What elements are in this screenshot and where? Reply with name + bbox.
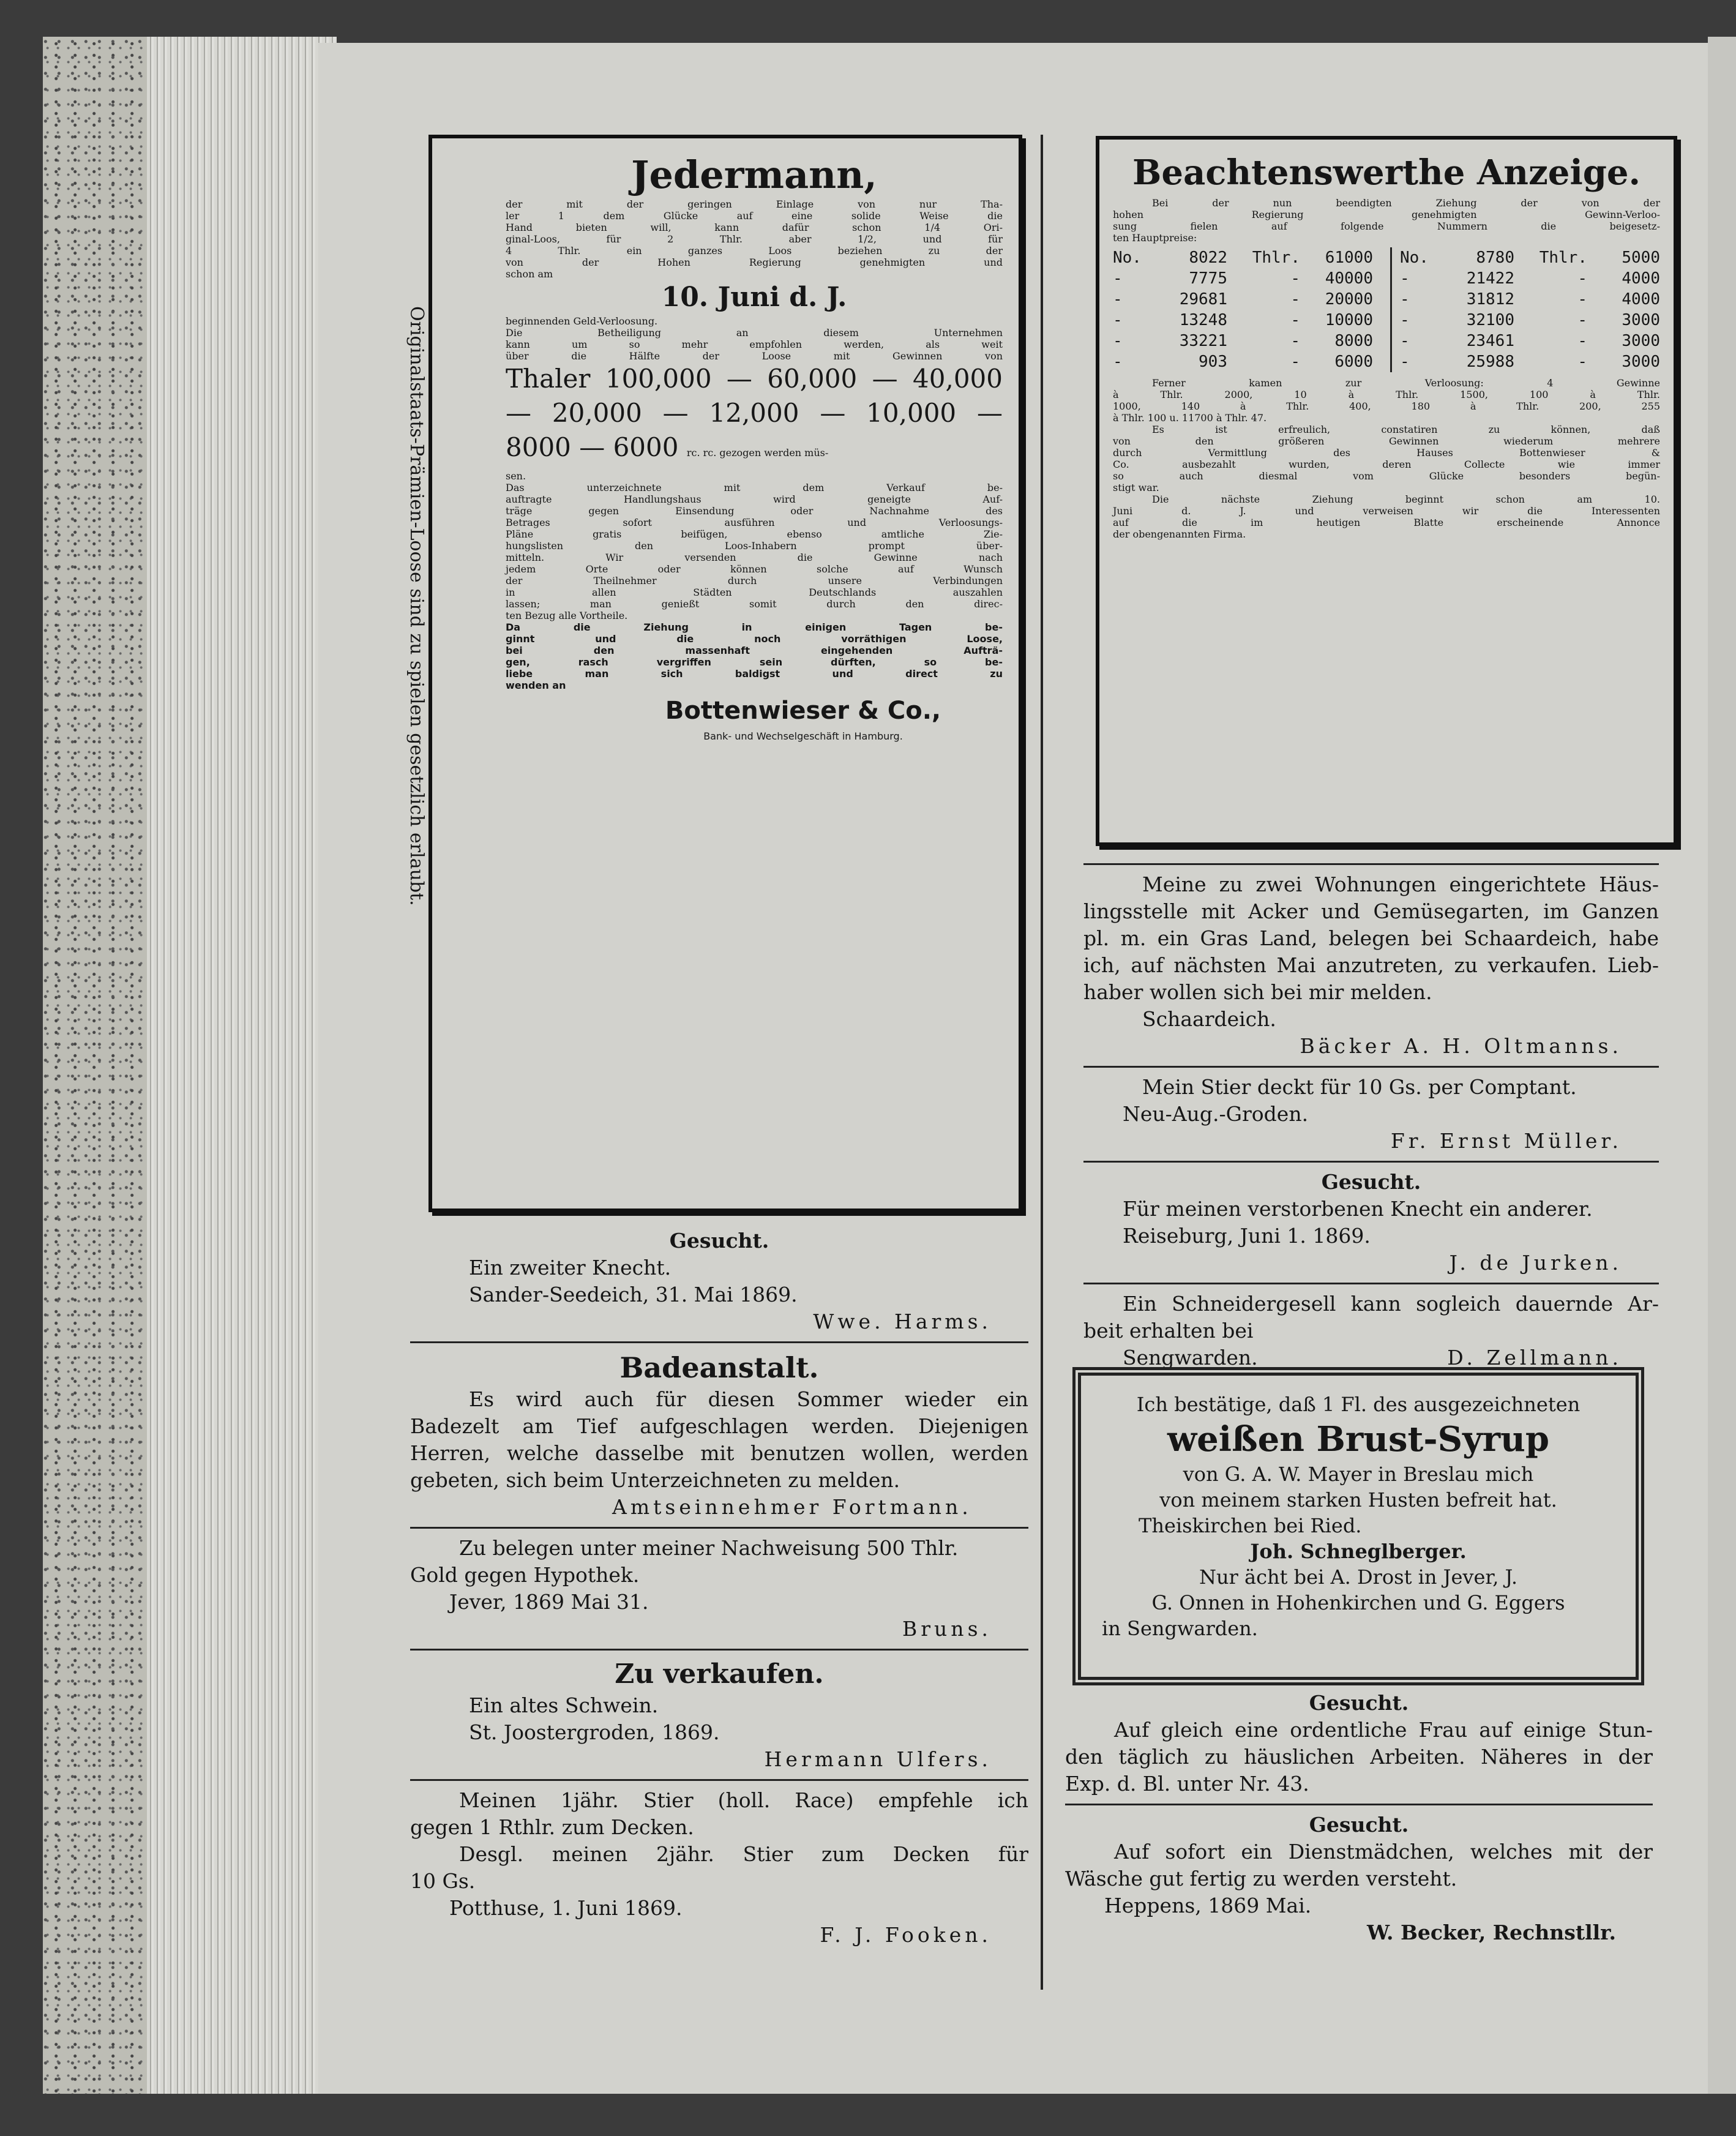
text-line: sen. [506,470,526,482]
page-edges [147,37,337,2094]
prize-cell: - [1400,269,1410,288]
side-text: Originalstaats-Prämien-Loose sind zu spielen gesetzlich erlaubt. [406,306,427,906]
prize-row [1113,289,1373,310]
text-line: 4 Thlr. ein ganzes Loos beziehen zu der [506,245,1003,257]
prize-cell: 4000 [1622,269,1660,288]
text-line: St. Joostergroden, 1869. [469,1720,720,1744]
text-line: beit erhalten bei [1083,1319,1254,1343]
text-line: jedem Orte oder können solche auf Wunsch [506,563,1003,575]
prize-cell: 8780 [1476,249,1514,267]
text-line: ich, auf nächsten Mai anzutreten, zu verkaufen. Lieb- [1083,953,1659,977]
text-line: Es wird auch für diesen Sommer wieder ein [469,1387,1028,1411]
text-line: 1000, 140 à Thlr. 400, 180 à Thlr. 200, 255 [1113,400,1660,412]
right-column-ads-lower [1065,1690,1653,1946]
prize-amounts: 8000 — 6000 [506,432,687,462]
prize-cell: 3000 [1622,311,1660,329]
text-line: hohen Regierung genehmigten Gewinn-Verloo- [1113,209,1660,220]
text-line: Für meinen verstorbenen Knecht ein anderer. [1123,1197,1593,1221]
prize-row [1400,289,1660,310]
prize-cell: - [1400,311,1410,329]
text-line: Die nächste Ziehung beginnt schon am 10. [1152,493,1660,505]
prize-cell: 13248 [1179,311,1227,329]
prize-cell: 4000 [1622,290,1660,309]
ad-jedermann [428,135,1022,1212]
text-line: bei den massenhaft eingehenden Aufträ- [506,645,1003,656]
text-line: à Thlr. 100 u. 11700 à Thlr. 47. [1113,412,1267,424]
prize-row [1400,310,1660,331]
prize-row [1113,247,1373,268]
prize-table [1113,247,1660,372]
paragraph-2 [506,327,1003,482]
prize-cell: - [1577,269,1587,288]
ad-title: Gesucht. [1321,1170,1421,1194]
text-line: à Thlr. 2000, 10 à Thlr. 1500, 100 à Thlr. [1113,389,1660,400]
prize-cell: - [1400,332,1410,350]
prize-cell: 3000 [1622,332,1660,350]
text-line: Jever, 1869 Mai 31. [449,1590,649,1614]
text-line: Betrages sofort ausführen und Verloosungs- [506,517,1003,528]
text-line: Theiskirchen bei Ried. [1139,1514,1362,1537]
place: Sengwarden. [1123,1346,1258,1370]
ad-title: Gesucht. [1309,1691,1409,1715]
text-line: auf die im heutigen Blatte erscheinende Annonce [1113,517,1660,528]
text-line: Hand bieten will, kann dafür schon 1/4 Ori- [506,222,1003,233]
prize-cell: - [1113,290,1123,309]
text-line: ginnt und die noch vorräthigen Loose, [506,633,1003,645]
prize-cell: 6000 [1334,353,1373,371]
ad-title: Beachtenswerthe Anzeige. [1132,152,1641,193]
text-line: pl. m. ein Gras Land, belegen bei Schaardeich, habe [1083,926,1659,950]
prize-cell: 23461 [1466,332,1514,350]
signature: W. Becker, Rechnstllr. [1367,1921,1616,1944]
prize-row [1400,351,1660,372]
text-line: Ein Schneidergesell kann sogleich dauernde Ar- [1123,1292,1659,1316]
prize-cell: 903 [1199,353,1227,371]
prize-cell: 61000 [1325,249,1373,267]
prize-line [506,430,1003,470]
text-line: Schaardeich. [1142,1007,1276,1031]
paragraph-3 [506,482,1003,621]
ad-title: Gesucht. [669,1229,769,1253]
prize-cell: - [1400,353,1410,371]
prize-cell: 3000 [1622,353,1660,371]
text-line: auftragte Handlungshaus wird geneigte Auf- [506,493,1003,505]
prize-cell: - [1113,269,1123,288]
text-line: von der Hohen Regierung genehmigten und [506,257,1003,268]
text-line: Das unterzeichnete mit dem Verkauf be- [506,482,1003,493]
prize-cell: - [1290,353,1300,371]
ad-brust-syrup [1072,1367,1644,1685]
text-line: der mit der geringen Einlage von nur Tha- [506,198,1003,210]
divider [410,1341,1028,1343]
divider [1083,1066,1659,1068]
text-line: 10 Gs. [410,1869,476,1893]
prize-cell: 21422 [1466,269,1514,288]
prize-cell: - [1113,332,1123,350]
prize-cell: - [1577,353,1587,371]
text-line: Ein zweiter Knecht. [469,1256,672,1280]
text-line: hungslisten den Loos-Inhabern prompt über- [506,540,1003,552]
signature: Fr. Ernst Müller. [1390,1129,1622,1153]
text-line: über die Hälfte der Loose mit Gewinnen von [506,350,1003,362]
text-line: Pläne gratis beifügen, ebenso amtliche Zie- [506,528,1003,540]
text-line: in Sengwarden. [1102,1617,1258,1640]
firm-name: Bottenwieser & Co., [665,697,941,725]
text-line: gegen 1 Rthlr. zum Decken. [410,1815,694,1839]
text-line: Bei der nun beendigten Ziehung der von der [1152,197,1660,209]
text-line: der Theilnehmer durch unsere Verbindungen [506,575,1003,586]
text-line: gen, rasch vergriffen sein dürften, so be- [506,656,1003,668]
text-line: gebeten, sich beim Unterzeichneten zu melden. [410,1468,900,1492]
signature: Amtseinnehmer Fortmann. [612,1495,972,1519]
prize-cell: - [1577,290,1587,309]
prize-cell: Thlr. [1252,249,1300,267]
text-line: lingsstelle mit Acker und Gemüsegarten, im Ganzen [1083,899,1659,923]
text-line: Badezelt am Tief aufgeschlagen werden. Diejenigen [410,1414,1028,1438]
prize-cell: - [1577,311,1587,329]
text-line: G. Onnen in Hohenkirchen und G. Eggers [1151,1591,1565,1614]
prize-cell: - [1577,332,1587,350]
prize-cell: - [1400,290,1410,309]
text-line: Mein Stier deckt für 10 Gs. per Comptant. [1142,1075,1577,1099]
text-line: Zu belegen unter meiner Nachweisung 500 Thlr. [459,1536,959,1560]
signature: Bruns. [902,1617,992,1641]
prize-row [1113,310,1373,331]
prize-line: Thaler 100,000 — 60,000 — 40,000 [506,364,1003,394]
divider [1083,863,1659,865]
prize-cell: 29681 [1179,290,1227,309]
ad-title: Gesucht. [1309,1813,1409,1837]
prize-cell: - [1113,311,1123,329]
text-line: Co. ausbezahlt wurden, deren Collecte wie immer [1113,459,1660,470]
ad-title: Zu verkaufen. [615,1658,824,1690]
prize-row [1400,268,1660,289]
prize-row [1113,351,1373,372]
prize-table-left [1113,247,1392,372]
prize-cell: 20000 [1325,290,1373,309]
prize-cell: 8022 [1189,249,1227,267]
prize-row [1400,331,1660,351]
prize-cell: 7775 [1189,269,1227,288]
text-line: träge gegen Einsendung oder Nachnahme des [506,505,1003,517]
text-line: Auf sofort ein Dienstmädchen, welches mit der [1114,1840,1653,1864]
text-line: der obengenannten Firma. [1113,528,1246,540]
signature: F. J. Fooken. [820,1923,992,1947]
signature: Hermann Ulfers. [764,1747,992,1771]
firm-subtitle: Bank- und Wechselgeschäft in Hamburg. [703,730,903,742]
next-page-edge [1708,37,1736,2094]
ad-title: Badeanstalt. [619,1351,819,1384]
prize-cell: 8000 [1334,332,1373,350]
text-line: Herren, welche dasselbe mit benutzen wollen, werden [410,1441,1028,1465]
text-line: Da die Ziehung in einigen Tagen be- [506,621,1003,633]
signature: Wwe. Harms. [813,1310,992,1333]
ad-title: weißen Brust-Syrup [1167,1419,1550,1460]
text-line: Nur ächt bei A. Drost in Jever, J. [1199,1565,1518,1589]
divider [410,1649,1028,1651]
text-line: mitteln. Wir versenden die Gewinne nach [506,552,1003,563]
text-line: Ich bestätige, daß 1 Fl. des ausgezeichneten [1136,1393,1581,1416]
text-line: von den größeren Gewinnen wiederum mehrere [1113,435,1660,447]
prize-cell: - [1290,332,1300,350]
prize-cell: 31812 [1466,290,1514,309]
prize-cell: 33221 [1179,332,1227,350]
text-line: in allen Städten Deutschlands auszahlen [506,586,1003,598]
ad-title: Jedermann, [631,152,877,197]
divider [1083,1161,1659,1163]
prize-cell: Thlr. [1539,249,1587,267]
prize-cell: 5000 [1622,249,1660,267]
text-line: beginnenden Geld-Verloosung. [506,315,658,327]
prize-cell: 25988 [1466,353,1514,371]
divider [1083,1283,1659,1284]
prize-cell: - [1113,353,1123,371]
prize-cell: 32100 [1466,311,1514,329]
text-line: Es ist erfreulich, constatiren zu können, daß [1152,424,1660,435]
draw-date: 10. Juni d. J. [661,282,847,313]
signature: Joh. Schneglberger. [1250,1540,1467,1563]
column-divider [1041,135,1043,1990]
divider [1065,1804,1653,1805]
text-line: Meine zu zwei Wohnungen eingerichtete Häus- [1142,872,1659,896]
prize-cell: No. [1113,249,1142,267]
text-line: wenden an [506,680,566,691]
text-line: Ein altes Schwein. [469,1693,659,1717]
prize-cell: - [1290,290,1300,309]
text-line: lassen; man genießt somit durch den direc- [506,598,1003,610]
divider [410,1527,1028,1529]
prize-line: — 20,000 — 12,000 — 10,000 — [506,398,1003,428]
text-line: ginal-Loos, für 2 Thlr. aber 1/2, und für [506,233,1003,245]
text-line: den täglich zu häuslichen Arbeiten. Näheres in der [1065,1745,1653,1769]
ad-beachtenswerth [1096,136,1677,846]
text-line: kann um so mehr empfohlen werden, als weit [506,339,1003,350]
text-line: Exp. d. Bl. unter Nr. 43. [1065,1772,1309,1796]
signature: D. Zellmann. [1447,1346,1622,1370]
text-line: Wäsche gut fertig zu werden versteht. [1065,1867,1457,1891]
text-line: Gold gegen Hypothek. [410,1563,640,1587]
prize-row [1113,331,1373,351]
text-line: Desgl. meinen 2jähr. Stier zum Decken für [459,1842,1028,1866]
text-line: sung fielen auf folgende Nummern die beigesetz- [1113,220,1660,232]
text-line: haber wollen sich bei mir melden. [1083,980,1432,1004]
signature: J. de Jurken. [1449,1251,1622,1275]
text-line: Potthuse, 1. Juni 1869. [449,1896,683,1920]
text-line: Neu-Aug.-Groden. [1123,1102,1309,1126]
text-line: Sander-Seedeich, 31. Mai 1869. [469,1283,798,1306]
prize-cell: - [1290,311,1300,329]
prize-cell: 40000 [1325,269,1373,288]
text-line: ler 1 dem Glücke auf eine solide Weise die [506,210,1003,222]
text-line: durch Vermittlung des Hauses Bottenwieser & [1113,447,1660,459]
text-line: Die Betheiligung an diesem Unternehmen [506,327,1003,339]
text-line: Meinen 1jähr. Stier (holl. Race) empfehle ich [459,1788,1028,1812]
prize-tail: rc. rc. gezogen werden müs- [686,447,829,459]
text-line: Juni d. J. und verweisen wir die Interessenten [1113,505,1660,517]
paragraph-4 [506,621,1003,691]
right-column-ads-upper [1083,857,1659,1371]
text-line: liebe man sich baldigst und direct zu [506,668,1003,680]
text-line: ten Bezug alle Vortheile. [506,610,628,621]
prize-cell: 10000 [1325,311,1373,329]
prize-row [1113,268,1373,289]
text-line: von meinem starken Husten befreit hat. [1159,1488,1557,1512]
prize-cell: - [1290,269,1300,288]
divider [410,1779,1028,1781]
text-line: Auf gleich eine ordentliche Frau auf einige Stun- [1114,1718,1653,1742]
signature: Bäcker A. H. Oltmanns. [1300,1034,1622,1058]
left-column-ads [410,1227,1028,1949]
text-line: von G. A. W. Mayer in Breslau mich [1183,1463,1534,1486]
text-line: Reiseburg, Juni 1. 1869. [1123,1224,1371,1248]
prize-row [1400,247,1660,268]
text-line: so auch diesmal vom Glücke besonders begün- [1113,470,1660,482]
text-line: ten Hauptpreise: [1113,232,1197,244]
prize-cell: No. [1400,249,1429,267]
text-line: stigt war. [1113,482,1159,493]
text-line: schon am [506,268,553,280]
text-line: Ferner kamen zur Verloosung: 4 Gewinne [1152,377,1660,389]
text-line: Heppens, 1869 Mai. [1104,1894,1312,1917]
paragraph-1 [506,198,1003,280]
prize-table-right [1400,247,1660,372]
